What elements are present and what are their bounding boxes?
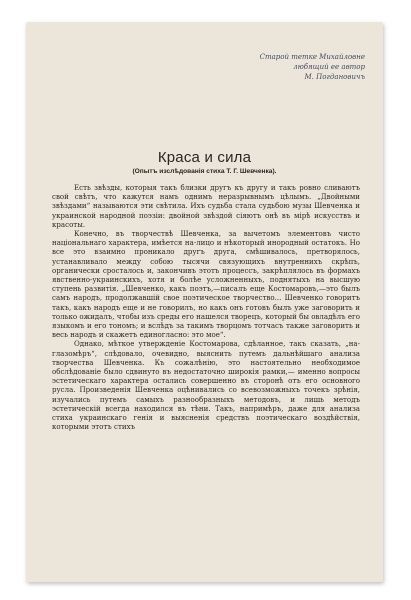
paragraph: Однако, мѣткое утвержденіе Костомарова, сдѣланное, такъ сказать, „на-глазомѣръ“, слѣдовало, очевидно, выяснить путемъ дальнѣйшаго анализа творчества Шевченка. Къ сожалѣнію, это настоятельно необходимое обслѣдованіе было сдвинуто въ недостаточно широкія рамки,— именно вопросы эстетическаго характера остались совершенно въ сторонѣ отъ его основного русла. Произведенія Шевченка оцѣнивались со всевозможныхъ точекъ зрѣнія, изучались путемъ самыхъ разнообразныхъ методовъ, и лишь методъ эстетическій всегда находился въ тѣни. Такъ, напримѣръ, даже для анализа стиха украинскаго генія и выясненія средствъ поэтическаго воздѣйствія, которыми этотъ стихъ [52,339,360,432]
paragraph: Есть звѣзды, которыя такъ близки другъ къ другу и такъ ровно сливаютъ свой свѣтъ, что кажутся намъ однимъ неразрывнымъ цѣлымъ. „Двойными звѣздами“ называются эти свѣтила. Ихъ судьба стала судьбою музы Шевченка и украинской народной поэзіи: двойной звѣздой сіяютъ онѣ въ мірѣ искусствъ и красоты. [52,183,360,229]
paragraph: Конечно, въ творчествѣ Шевченка, за вычетомъ элементовъ чисто національнаго характера, имѣется на-лицо и нѣкоторый инородный остатокъ. Но все это взаимно проникало другъ друга, смѣшивалось, претворялось, устанавливало между собою тысячи связующихъ внутреннихъ скрѣпъ, органически сросталось и, закончивъ этотъ процессъ, закрѣплялось въ формахъ явственно-украинскихъ, хотя и болѣе усложненныхъ, поднятыхъ на высшую ступень развитія. „Шевченко, какъ поэтъ,—писалъ еще Костомаровъ,—это былъ самъ народъ, продолжавшій свое поэтическое творчество... Шевченко говоритъ такъ, какъ народъ еще и не говорилъ, но какъ онъ готовъ былъ уже заговорить и только ожидалъ, чтобы изъ среды его нашелся творецъ, который бы овладѣлъ его языкомъ и его тономъ; и вслѣдъ за такимъ творцомъ тотчасъ также заговорить и весь народъ и скажетъ единогласно: это мое“. [52,229,360,340]
page-subtitle: (Опытъ изслѣдованія стиха Т. Г. Шевченка). [132,168,277,175]
article-body [52,183,360,431]
page-title: Краса и сила [157,149,252,166]
inscription-line-2: любящий ее автор [293,63,365,71]
inscription-line-1: Старой тетке Михайловне [259,53,365,61]
handwritten-inscription [215,52,365,82]
document-page [26,22,383,582]
inscription-signature: М. Погдановичъ [304,73,365,81]
